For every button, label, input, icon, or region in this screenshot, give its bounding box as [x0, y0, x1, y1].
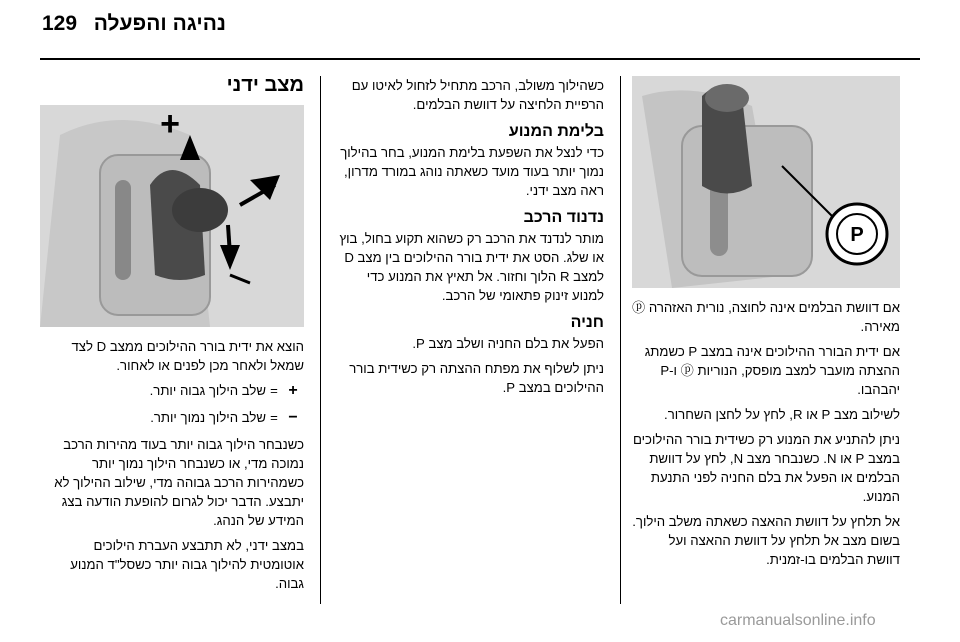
equals-sign: = [270, 383, 278, 398]
heading-engine-braking: בלימת המנוע [508, 123, 604, 140]
minus-row [40, 408, 304, 427]
gear-selector-figure-p-button [632, 76, 900, 288]
equals-sign: = [270, 410, 278, 425]
column-middle [334, 76, 604, 403]
heading-parking: חניה [570, 314, 604, 331]
column-divider-right [620, 76, 621, 604]
text-col2-p4: הפעל את בלם החניה ושלב מצב P. [412, 336, 604, 351]
text-col3-p3: במצב ידני, לא תתבצע העברת הילוכים אוטומטית להילוך גבוה יותר כשסל"ד המנוע גבוה. [70, 538, 304, 591]
text-col2-p3: מותר לנדנד את הרכב רק כשהוא תקוע בחול, בוץ או שלג. הסט את ידית בורר ההילוכים בין מצב D למצב R הלוך וחזור. אל תאיץ את המנוע כדי למנוע זינוק פתאומי של הרכב. [339, 231, 604, 303]
column-divider-left [320, 76, 321, 604]
minus-icon: − [288, 409, 298, 426]
plus-row [40, 381, 304, 400]
text-col1-p4: ניתן להתניע את המנוע רק כשידית בורר ההילוכים במצב P או N. כשנבחר מצב N, לחץ על דוושת הבלמים או הפעל את בלם החניה לפני התנעת המנוע. [632, 432, 900, 504]
minus-description: שלב הילוך נמוך יותר. [150, 410, 266, 425]
column-right [632, 76, 900, 575]
watermark: carmanualsonline.info [720, 612, 876, 629]
text-col1-p3: לשילוב מצב P או R, לחץ על לחצן השחרור. [664, 407, 900, 422]
text-col2-p2: כדי לנצל את השפעת בלימת המנוע, בחר בהילוך נמוך יותר בעוד מועד כשאתה נוהג במורד מדרון, ראה מצב ידני. [340, 145, 604, 198]
text-col1-p1: אם דוושת הבלמים אינה לחוצה, נורית האזהרה ⓟ מאירה. [632, 300, 900, 334]
plus-icon: + [288, 382, 298, 399]
text-col3-p2: כשנבחר הילוך גבוה יותר בעוד מהירות הרכב נמוכה מדי, או כשנבחר הילוך נמוך יותר כשמהירות הרכב גבוהה מדי, שילוב ההילוך לא יתבצע. הדבר יכול לגרום להופעת הודעה בצג המידע של הנהג. [54, 437, 304, 528]
column-left [40, 76, 304, 599]
svg-text:+: + [160, 105, 180, 143]
gear-selector-figure-manual-mode [40, 105, 304, 327]
heading-rocking-vehicle: נדנוד הרכב [523, 209, 604, 226]
text-col2-p1: כשהילוך משולב, הרכב מתחיל לזחול לאיטו עם הרפיית הלחיצה על דוושת הבלמים. [351, 78, 604, 112]
svg-text:P: P [850, 224, 864, 246]
header-rule [40, 58, 920, 60]
page-number: 129 [42, 12, 78, 35]
text-col3-p1: הוצא את ידית בורר ההילוכים ממצב D לצד שמאל ולאחר מכן לפנים או לאחור. [71, 339, 304, 373]
heading-manual-mode: מצב ידני [226, 74, 304, 96]
page-title: נהיגה והפעלה [93, 12, 226, 35]
text-col1-p2: אם ידית הבורר ההילוכים אינה במצב P כשמתג ההצתה מועבר למצב מופסק, הנוריות ⓟ ו-P יהבהבו. [644, 344, 900, 397]
text-col2-p5: ניתן לשלוף את מפתח ההצתה רק כשידית בורר ההילוכים במצב P. [349, 361, 604, 395]
text-col1-p5: אל תלחץ על דוושת ההאצה כשאתה משלב הילוך. בשום מצב אל תלחץ על דוושת ההאצה ועל דוושת הבלמים בו-זמנית. [632, 514, 900, 567]
plus-description: שלב הילוך גבוה יותר. [149, 383, 266, 398]
